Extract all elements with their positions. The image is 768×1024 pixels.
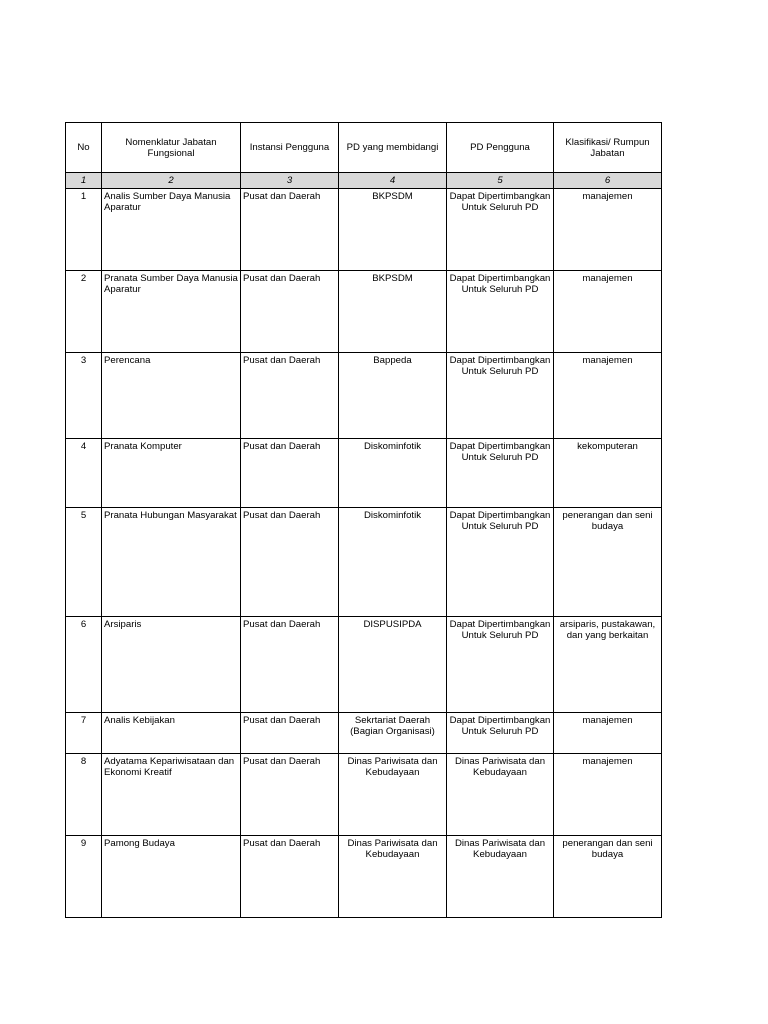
cell-no: 8 (66, 754, 102, 836)
cell-instansi: Pusat dan Daerah (241, 617, 339, 713)
cell-instansi: Pusat dan Daerah (241, 713, 339, 754)
cell-pd-membidangi: Sekrtariat Daerah (Bagian Organisasi) (339, 713, 447, 754)
cell-klasifikasi: penerangan dan seni budaya (554, 508, 662, 617)
cell-instansi: Pusat dan Daerah (241, 754, 339, 836)
cell-no: 4 (66, 439, 102, 508)
cell-nomenklatur: Pamong Budaya (102, 836, 241, 918)
column-index-cell: 6 (554, 173, 662, 189)
cell-klasifikasi: manajemen (554, 189, 662, 271)
header-pd-membidangi: PD yang membidangi (339, 123, 447, 173)
cell-instansi: Pusat dan Daerah (241, 189, 339, 271)
column-index-cell: 1 (66, 173, 102, 189)
header-no: No (66, 123, 102, 173)
cell-klasifikasi: manajemen (554, 353, 662, 439)
table-row (66, 617, 662, 713)
cell-pd-pengguna: Dapat Dipertimbangkan Untuk Seluruh PD (447, 353, 554, 439)
cell-pd-pengguna: Dapat Dipertimbangkan Untuk Seluruh PD (447, 617, 554, 713)
cell-pd-pengguna: Dinas Pariwisata dan Kebudayaan (447, 754, 554, 836)
cell-nomenklatur: Pranata Sumber Daya Manusia Aparatur (102, 271, 241, 353)
cell-nomenklatur: Analis Kebijakan (102, 713, 241, 754)
cell-no: 2 (66, 271, 102, 353)
cell-instansi: Pusat dan Daerah (241, 836, 339, 918)
table-row (66, 189, 662, 271)
cell-pd-membidangi: BKPSDM (339, 189, 447, 271)
cell-nomenklatur: Arsiparis (102, 617, 241, 713)
cell-pd-pengguna: Dinas Pariwisata dan Kebudayaan (447, 836, 554, 918)
cell-klasifikasi: kekomputeran (554, 439, 662, 508)
cell-no: 7 (66, 713, 102, 754)
column-index-cell: 3 (241, 173, 339, 189)
cell-pd-membidangi: DISPUSIPDA (339, 617, 447, 713)
cell-pd-membidangi: Diskominfotik (339, 508, 447, 617)
cell-no: 1 (66, 189, 102, 271)
table-row (66, 439, 662, 508)
header-pd-pengguna: PD Pengguna (447, 123, 554, 173)
cell-no: 6 (66, 617, 102, 713)
header-row (66, 123, 662, 173)
cell-pd-membidangi: BKPSDM (339, 271, 447, 353)
header-instansi: Instansi Pengguna (241, 123, 339, 173)
cell-nomenklatur: Pranata Hubungan Masyarakat (102, 508, 241, 617)
cell-nomenklatur: Analis Sumber Daya Manusia Aparatur (102, 189, 241, 271)
cell-pd-pengguna: Dapat Dipertimbangkan Untuk Seluruh PD (447, 189, 554, 271)
cell-instansi: Pusat dan Daerah (241, 271, 339, 353)
table-row (66, 836, 662, 918)
cell-pd-pengguna: Dapat Dipertimbangkan Untuk Seluruh PD (447, 271, 554, 353)
column-index-cell: 2 (102, 173, 241, 189)
cell-no: 9 (66, 836, 102, 918)
header-nomenklatur: Nomenklatur Jabatan Fungsional (102, 123, 241, 173)
column-index-row (66, 173, 662, 189)
cell-klasifikasi: penerangan dan seni budaya (554, 836, 662, 918)
cell-instansi: Pusat dan Daerah (241, 439, 339, 508)
jabatan-fungsional-table (65, 122, 662, 918)
column-index-cell: 5 (447, 173, 554, 189)
cell-klasifikasi: manajemen (554, 754, 662, 836)
cell-no: 3 (66, 353, 102, 439)
cell-pd-pengguna: Dapat Dipertimbangkan Untuk Seluruh PD (447, 713, 554, 754)
cell-nomenklatur: Perencana (102, 353, 241, 439)
table-body (66, 173, 662, 918)
header-klasifikasi: Klasifikasi/ Rumpun Jabatan (554, 123, 662, 173)
table-row (66, 754, 662, 836)
table-row (66, 508, 662, 617)
cell-pd-membidangi: Bappeda (339, 353, 447, 439)
cell-nomenklatur: Adyatama Kepariwisataan dan Ekonomi Kreatif (102, 754, 241, 836)
cell-klasifikasi: manajemen (554, 713, 662, 754)
cell-nomenklatur: Pranata Komputer (102, 439, 241, 508)
cell-klasifikasi: arsiparis, pustakawan, dan yang berkaitan (554, 617, 662, 713)
cell-pd-pengguna: Dapat Dipertimbangkan Untuk Seluruh PD (447, 439, 554, 508)
cell-instansi: Pusat dan Daerah (241, 353, 339, 439)
column-index-cell: 4 (339, 173, 447, 189)
table-header (66, 123, 662, 173)
table-row (66, 271, 662, 353)
cell-pd-membidangi: Diskominfotik (339, 439, 447, 508)
cell-pd-membidangi: Dinas Pariwisata dan Kebudayaan (339, 754, 447, 836)
cell-pd-membidangi: Dinas Pariwisata dan Kebudayaan (339, 836, 447, 918)
cell-klasifikasi: manajemen (554, 271, 662, 353)
cell-pd-pengguna: Dapat Dipertimbangkan Untuk Seluruh PD (447, 508, 554, 617)
cell-no: 5 (66, 508, 102, 617)
table-row (66, 353, 662, 439)
cell-instansi: Pusat dan Daerah (241, 508, 339, 617)
table-row (66, 713, 662, 754)
